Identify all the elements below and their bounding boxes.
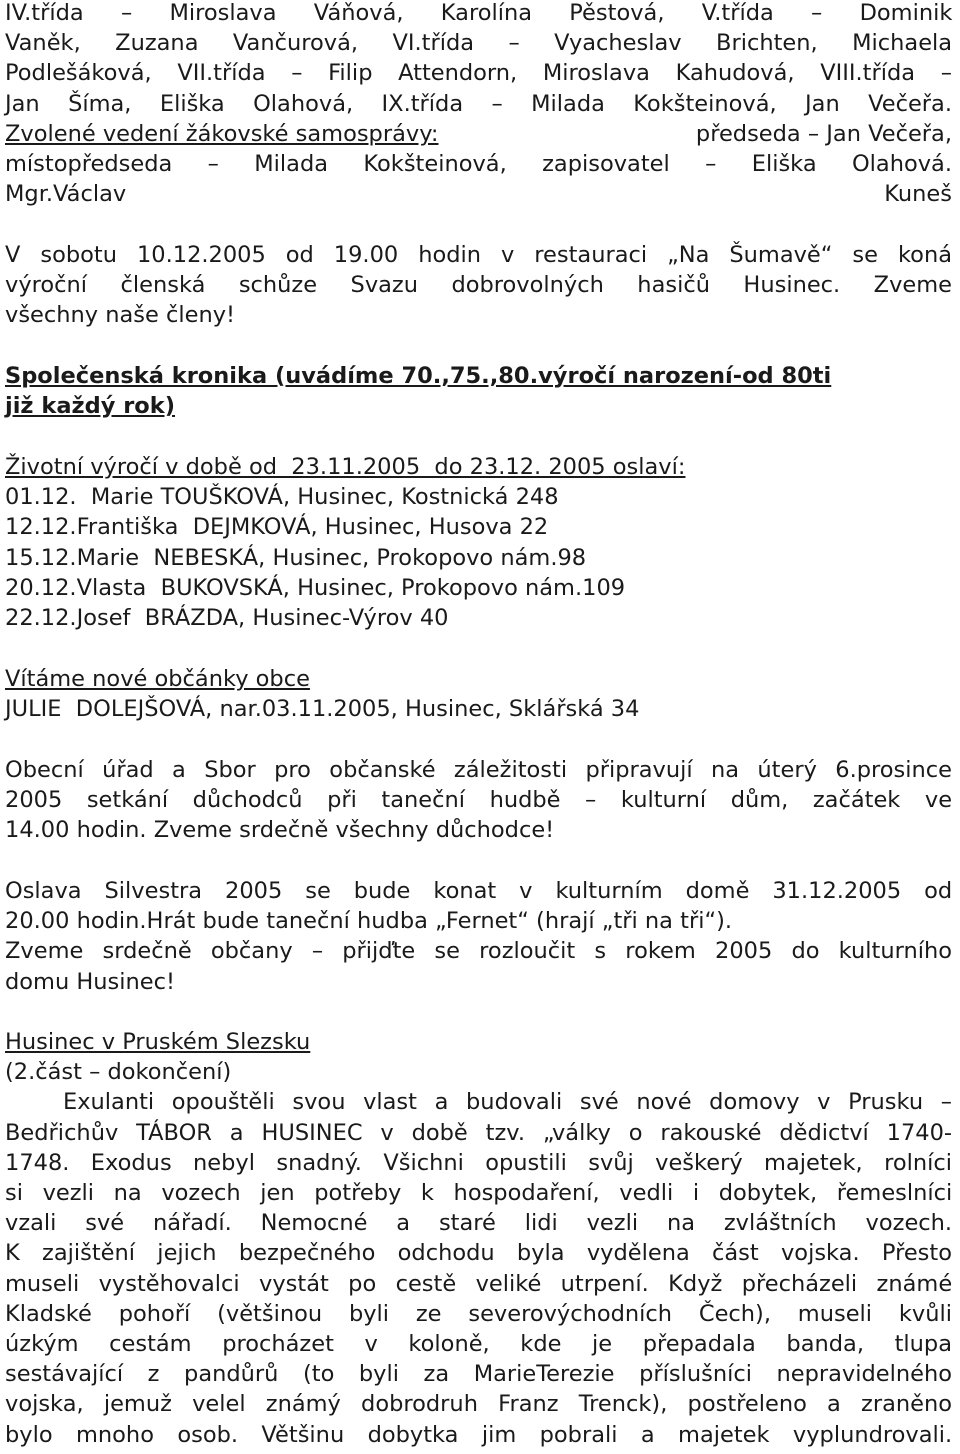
text-line: V sobotu 10.12.2005 od 19.00 hodin v restauraci „Na Šumavě“ se koná <box>5 242 952 268</box>
class-list-paragraph <box>5 0 952 209</box>
text-line: úzkým cestám procházet v koloně, kde je přepadala banda, tlupa <box>5 1331 952 1358</box>
newborns-heading: Vítáme nové občánky obce <box>5 666 310 692</box>
newborn-entry: JULIE DOLEJŠOVÁ, nar.03.11.2005, Husinec, Sklářská 34 <box>5 696 640 723</box>
text-line: Bedřichův TÁBOR a HUSINEC v době tzv. „války o rakouské dědictví 1740- <box>5 1119 953 1146</box>
elected-rest: předseda – Jan Večeřa, <box>688 120 952 147</box>
text-line: výroční členská schůze Svazu dobrovolných hasičů Husinec. Zveme <box>5 272 952 299</box>
history-article <box>5 1027 952 1450</box>
signature: Mgr.Václav Kuneš <box>5 181 952 208</box>
list-item: 22.12.Josef BRÁZDA, Husinec-Výrov 40 <box>5 605 449 632</box>
elected-label: Zvolené vedení žákovské samosprávy: <box>5 120 439 147</box>
seniors-paragraph <box>5 755 952 846</box>
text-line: 20.00 hodin.Hrát bude taneční hudba „Fernet“ (hrají „tři na tři“). <box>5 908 733 935</box>
text-line: 14.00 hodin. Zveme srdečně všechny důchodce! <box>5 817 555 844</box>
text-line: K zajištění jejich bezpečného odchodu byla vydělena část vojska. Přesto <box>5 1240 952 1267</box>
text-line: Zveme srdečně občany – přijďte se rozloučit s rokem 2005 do kulturního <box>5 938 952 965</box>
text-line: si vezli na vozech jen potřeby k hospodaření, vedli i dobytek, řemeslníci <box>5 1180 953 1207</box>
text-line: vojska, jemuž velel známý dobrodruh Franz Trenck), postřeleno a zraněno <box>5 1391 952 1418</box>
text-line: Podlešáková, VII.třída – Filip Attendorn, Miroslava Kahudová, VIII.třída – <box>5 60 952 87</box>
list-item: 20.12.Vlasta BUKOVSKÁ, Husinec, Prokopovo nám.109 <box>5 574 626 601</box>
elected-line <box>5 119 952 149</box>
newborns-section <box>5 664 952 724</box>
text-line: vzali své nářadí. Nemocné a staré lidi vezli na zvláštních vozech. <box>5 1210 953 1237</box>
text-line: 1748. Exodus nebyl snadný. Všichni opustili svůj veškerý majetek, rolníci <box>5 1149 952 1176</box>
firefighters-paragraph <box>5 240 952 331</box>
text-line: museli vystěhovalci vystát po cestě veliké utrpení. Když přecházeli známé <box>5 1270 953 1297</box>
text-line: sestávající z pandůrů (to byli za MarieTerezie příslušníci nepravidelného <box>5 1361 952 1388</box>
chronicle-heading-line2: již každý rok) <box>5 393 176 420</box>
silvestr-paragraph <box>5 876 952 997</box>
text-line: Vaněk, Zuzana Vančurová, VI.třída – Vyacheslav Brichten, Michaela <box>5 30 953 57</box>
list-item: 15.12.Marie NEBESKÁ, Husinec, Prokopovo nám.98 <box>5 544 587 571</box>
list-item: 01.12. Marie TOUŠKOVÁ, Husinec, Kostnická 248 <box>5 484 559 511</box>
text-line: všechny naše členy! <box>5 302 236 329</box>
text-line: 2005 setkání důchodců při taneční hudbě – kulturní dům, začátek ve <box>5 787 953 814</box>
history-part: (2.část – dokončení) <box>5 1059 232 1086</box>
text-line: Oslava Silvestra 2005 se bude konat v kulturním domě 31.12.2005 od <box>5 878 953 904</box>
text-line: místopředseda – Milada Kokšteinová, zapisovatel – Eliška Olahová. <box>5 151 952 178</box>
list-item: 12.12.Františka DEJMKOVÁ, Husinec, Husova 22 <box>5 514 549 541</box>
social-chronicle-section <box>5 361 952 421</box>
text-line: IV.třída – Miroslava Váňová, Karolína Pěstová, V.třída – Dominik <box>5 0 953 26</box>
text-line: Jan Šíma, Eliška Olahová, IX.třída – Milada Kokšteinová, Jan Večeřa. <box>5 90 952 117</box>
text-line: Obecní úřad a Sbor pro občanské záležitosti připravují na úterý 6.prosince <box>5 757 952 783</box>
text-line: Kladské pohoří (většinou byli ze severovýchodních Čech), museli kvůli <box>5 1300 952 1327</box>
chronicle-heading-line1: Společenská kronika (uvádíme 70.,75.,80.výročí narození-od 80ti <box>5 363 832 389</box>
text-line: Exulanti opouštěli svou vlast a budovali své nové domovy v Prusku – <box>63 1089 952 1116</box>
text-line: domu Husinec! <box>5 968 176 995</box>
text-line: bylo mnoho osob. Většinu dobytka jim pobrali a majetek vyplundrovali. <box>5 1421 953 1448</box>
anniversaries-subheading: Životní výročí v době od 23.11.2005 do 23.12. 2005 oslaví: <box>5 454 686 480</box>
history-heading: Husinec v Pruském Slezsku <box>5 1029 311 1055</box>
anniversaries-list <box>5 452 952 633</box>
